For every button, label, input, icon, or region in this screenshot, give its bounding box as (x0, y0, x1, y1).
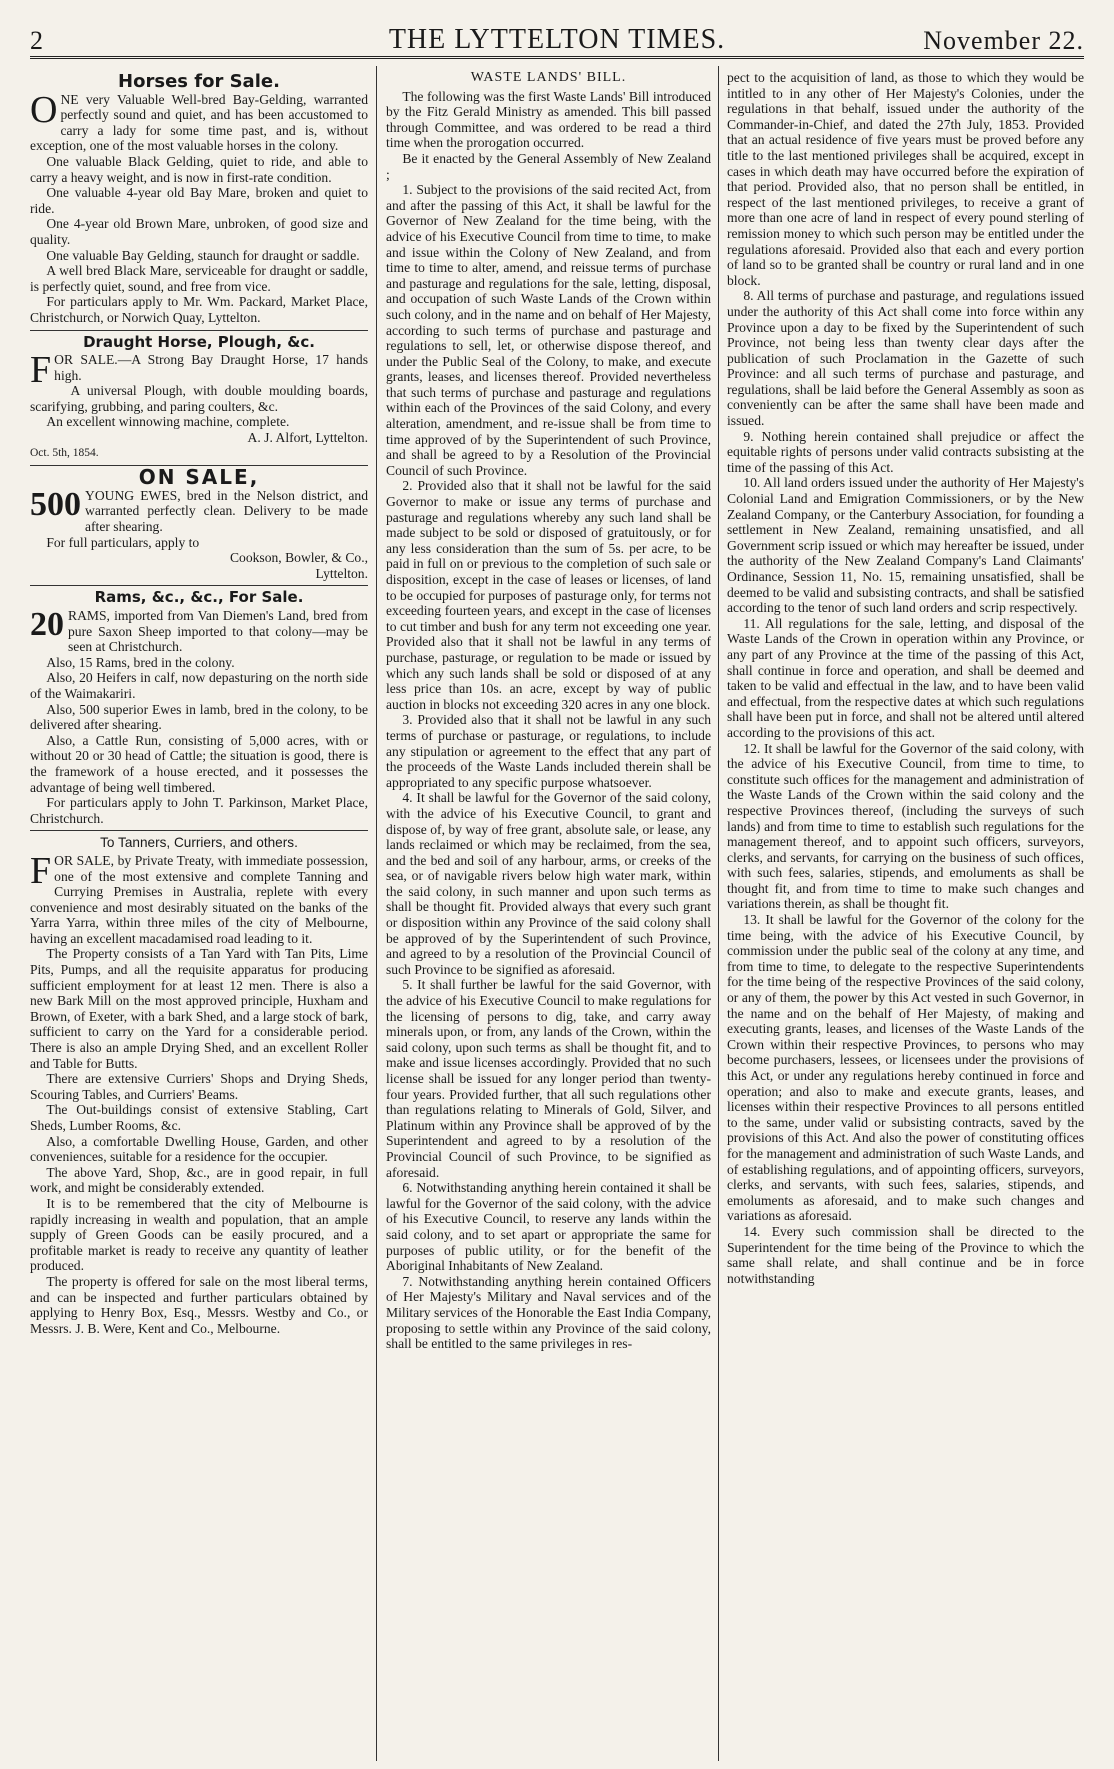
masthead (30, 22, 1084, 59)
drop-cap: O (30, 88, 58, 131)
ad-paragraph: Also, a comfortable Dwelling House, Garden, and other conveniences, suitable for a residence for the occupier. (30, 1133, 368, 1165)
bill-section: pect to the acquisition of land, as those to which they would be intitled to in any other of Her Majesty's Colonies, under the regulations in that behalf, issued under the authority of the Commander-in-Chief, and dated the 27th July, 1853. Provided that an actual residence of five years must be proved before any title to the last mentioned privileges shall be acquired, except in cases in which death may have occurred before the expiration of that period. Provided also, that no person shall be entitled, in respect of the last mentioned privileges, to receive a grant of more than one acre of land in respect of every pound sterling of remission money to which such person may be entitled under the regulations aforesaid. Provided also that each and every portion of land so to be granted shall be country or rural land and in one block. (727, 70, 1084, 288)
bill-section: 10. All land orders issued under the authority of Her Majesty's Colonial Land and Emigration Commissioners, or by the New Zealand Company, or the Canterbury Association, for founding a settlement in New Zealand, remaining unsatisfied, and all Government scrip issued or which may hereafter be issued, under the authority of the New Zealand Company's Land Claimants' Ordinance, Session 11, No. 15, remaining unsatisfied, shall be deemed to be valid and subsisting contracts, and shall be satisfied according to the tenor of such land orders and scrip respectively. (727, 475, 1084, 616)
article-column-continued (727, 70, 1084, 1760)
bill-section: 2. Provided also that it shall not be lawful for the said Governor to make or issue any terms of purchase and pasturage and regulations whereby any such land shall be made subject to be sold or disposed of gratuitously, or for any less consideration than the sum of 5s. per acre, to be paid in full on or previous to the completion of such sale or disposition, except in the case of leases or licenses, of land to be occupied for purposes of pasturage only, for terms not exceeding fourteen years, and except in the case of licenses to cut timber and bush for any term not exceeding one year. Provided also that it shall not be lawful in any terms of purchase, pasturage, or regulation to be made or issued by which any such lands shall be sold or disposed of at any less price than 10s. an acre, except by way of public auction in blocks not exceeding 320 acres in any one block. (386, 478, 711, 712)
bill-section: 11. All regulations for the sale, letting, and disposal of the Waste Lands of the Crown in operation within any Province, or any part of any Province at the time of the passing of this Act, shall continue in force and operation, and shall be deemed and taken to be valid and effectual in the law, and to have been valid and effectual, from the respective dates at which such regulations shall have been put in force, and shall not be altered until altered according to the provisions of this act. (727, 615, 1084, 740)
ad-big-number: 20 (30, 606, 64, 643)
column-rule (376, 66, 377, 1761)
page-number: 2 (30, 26, 43, 55)
ad-paragraph: An excellent winnowing machine, complete. (46, 414, 290, 430)
ad-paragraph: It is to be remembered that the city of Melbourne is rapidly increasing in wealth and population, that an ample supply of Green Goods can be easily procured, and a profitable market is ready to receive any quantity of leather produced. (30, 1195, 368, 1274)
ad-paragraph: FOR SALE.—A Strong Bay Draught Horse, 17 hands high. (30, 349, 368, 392)
article-column (386, 70, 711, 1760)
ad-paragraph: For particulars apply to Mr. Wm. Packard, Market Place, Christchurch, or Norwich Quay, Lyttelton. (30, 294, 368, 325)
article-heading: WASTE LANDS' BILL. (470, 70, 627, 85)
column-rule (718, 66, 719, 1761)
ad-date: Oct. 5th, 1854. (30, 446, 99, 459)
ad-paragraph: A well bred Black Mare, serviceable for draught or saddle, is perfectly quiet, sound, and free from vice. (30, 263, 368, 294)
ad-paragraph: Also, 15 Rams, bred in the colony. (46, 654, 235, 670)
ad-paragraph: ONE very Valuable Well-bred Bay-Gelding, warranted perfectly sound and quiet, and has been accustomed to carry a lady for some time past, and is, without exception, one of the most valuable horses in the colony. (30, 88, 368, 154)
newspaper-title: THE LYTTELTON TIMES. (388, 24, 726, 55)
drop-cap: F (30, 349, 52, 392)
ad-heading-horses: Horses for Sale. (118, 71, 280, 92)
ad-big-number: 500 (30, 485, 81, 523)
ad-heading-draught: Draught Horse, Plough, &c. (83, 332, 315, 351)
bill-section: 1. Subject to the provisions of the said recited Act, from and after the passing of this Act, it shall be lawful for the Governor of New Zealand for the time being, with the advice of his Executive Council from time to time, to make and issue within the Colony of New Zealand, and from time to time to alter, amend, and reissue terms of purchase and pasturage and regulations for the sale, letting, disposal, and occupation of such Waste Lands of the Crown within such colony, and in the name and on behalf of Her Majesty, according to such terms of purchase and pasturage and regulations to sell, let, or otherwise dispose thereof, and under the Public Seal of the Colony, to make, and execute grants, leases, and licenses thereof. Provided nevertheless that such terms of purchase and pasturage and regulations within each of the Provinces of the said Colony, and every alteration, amendment, and re-issue shall be from time to time approved of by the Superintendent of such Province, and shall be agreed to by a Resolution of the Provincial Council of such Province. (386, 182, 711, 478)
ad-paragraph: For full particulars, apply to (46, 534, 200, 550)
ad-paragraph: The Property consists of a Tan Yard with Tan Pits, Lime Pits, Pumps, and all the requisite apparatus for producing sufficient employment for at least 12 men. There is also a new Bark Mill on the most approved principle, Huxham and Brown, of Exeter, with a bark Shed, and a large stock of bark, sufficient to carry on the Yard for a considerable period. There is also an ample Drying Shed, and an excellent Roller and Table for Butts. (30, 946, 368, 1071)
ad-paragraph: One valuable Bay Gelding, staunch for draught or saddle. (46, 247, 360, 263)
ad-heading-onsale: ON SALE, (138, 465, 260, 490)
ad-heading-tanners: To Tanners, Curriers, and others. (100, 835, 298, 851)
ad-paragraph: One valuable Black Gelding, quiet to ride, and able to carry a heavy weight, and is now in first-rate condition. (30, 153, 368, 185)
bill-section: 12. It shall be lawful for the Governor of the said colony, with the advice of his Executive Council, from time to time, to constitute such offices for the management and administration of the Waste Lands of the Crown within the said colony and the respective Provinces thereof, (including the surveys of such lands) and from time to time to establish such regulations for the management thereof, and to appoint such officers, surveyors, clerks, and servants, for carrying on the business of such offices, with such fees, salaries, stipends, and emoluments as shall be thought fit, and from time to time to make such changes and variations therein, as shall be thought fit. (727, 740, 1084, 912)
article-paragraph: The following was the first Waste Lands' Bill introduced by the Fitz Gerald Ministry as amended. This bill passed through Committee, and was ordered to be read a third time when the prorogation occurred. (386, 88, 711, 151)
article-paragraph: Be it enacted by the General Assembly of New Zealand ; (386, 150, 711, 182)
bill-section: 14. Every such commission shall be directed to the Superintendent for the time being of the Province to which the same shall relate, and shall continue and be in force notwithstanding (727, 1223, 1084, 1286)
ad-paragraph: One 4-year old Brown Mare, unbroken, of good size and quality. (30, 216, 368, 247)
ad-divider (30, 330, 368, 331)
bill-section: 4. It shall be lawful for the Governor of the said colony, with the advice of his Executive Council, to grant and dispose of, by way of free grant, absolute sale, or lease, any lands reclaimed or which may be reclaimed, from the sea, and the bed and soil of any harbour, arms, or creeks of the sea, or of navigable rivers below high water mark, within the said colony, in such manner and upon such terms as shall be thought fit. Provided always that every such grant or disposition within any Province of the said colony shall be approved of by the Superintendent of such Province, and agreed to by a resolution of the Provincial Council of such Province to be signified as aforesaid. (386, 790, 711, 977)
ad-paragraph: A universal Plough, with double moulding boards, scarifying, grubbing, and paring coulters, &c. (30, 383, 368, 414)
ad-signature: A. J. Alfort, Lyttelton. (247, 430, 368, 446)
bill-section: 3. Provided also that it shall not be lawful in any such terms of purchase or pasturage, or regulations, to include any stipulation or agreement to the effect that any part of the proceeds of the Waste Lands included therein shall be appropriated to any specific purpose whatsoever. (386, 712, 711, 790)
ad-paragraph: The above Yard, Shop, &c., are in good repair, in full work, and might be considerably extended. (30, 1164, 368, 1196)
ad-paragraph: 20 RAMS, imported from Van Diemen's Land, bred from pure Saxon Sheep imported to that colony—may be seen at Christchurch. (30, 606, 368, 655)
bill-section: 7. Notwithstanding anything herein contained Officers of Her Majesty's Military and Naval services and of the Military services of the Honorable the East India Company, proposing to settle within any Province of the said colony, shall be entitled to the same privileges in res- (386, 1273, 711, 1352)
ad-signature: Lyttelton. (315, 565, 368, 581)
bill-section: 9. Nothing herein contained shall prejudice or affect the equitable rights of persons under valid contracts subsisting at the time of the passing of this Act. (727, 428, 1084, 475)
bill-section: 6. Notwithstanding anything herein contained it shall be lawful for the Governor of the said colony, with the advice of his Executive Council, to reserve any lands within the said colony, and to set apart or appropriate the same for purposes of public utility, or for the benefit of the Aboriginal Inhabitants of New Zealand. (386, 1180, 711, 1274)
ad-paragraph: One valuable 4-year old Bay Mare, broken and quiet to ride. (30, 185, 368, 216)
ad-paragraph: The Out-buildings consist of extensive Stabling, Cart Sheds, Lumber Rooms, &c. (30, 1102, 368, 1133)
ad-paragraph: FOR SALE, by Private Treaty, with immediate possession, one of the most extensive and complete Tanning and Currying Premises in Australia, replete with every convenience and most desirably situated on the banks of the Yarra Yarra, within three miles of the city of Melbourne, having an excellent macadamised road leading to it. (30, 849, 368, 946)
ad-paragraph: There are extensive Curriers' Shops and Drying Sheds, Scouring Tables, and Curriers' Beams. (30, 1071, 368, 1102)
bill-section: 5. It shall further be lawful for the said Governor, with the advice of his Executive Council to make regulations for the licensing of persons to dig, take, and carry away minerals upon, or from, any lands of the Crown, within the said colony, upon such terms as shall be thought fit, and to make and issue licenses accordingly. Provided that no such license shall be issued for any longer period than twenty-four years. Provided further, that all such regulations other than regulations relating to Minerals of Gold, Silver, and Platinum within any Province shall be approved of by the Superintendent and agreed to by a resolution of the Provincial Council of such Province, to be signified as aforesaid. (386, 977, 711, 1180)
issue-date: November 22. (923, 26, 1084, 55)
ad-divider (30, 585, 368, 586)
ad-paragraph: Also, 20 Heifers in calf, now depasturing on the north side of the Waimakariri. (30, 670, 368, 701)
ad-divider (30, 830, 368, 831)
advertisements-column (30, 70, 368, 1760)
ad-paragraph: The property is offered for sale on the most liberal terms, and can be inspected and further particulars obtained by applying to Henry Box, Esq., Messrs. Westby and Co., or Messrs. J. B. Were, Kent and Co., Melbourne. (30, 1273, 368, 1336)
bill-section: 13. It shall be lawful for the Governor of the colony for the time being, with the advice of his Executive Council, by commission under the public seal of the colony at any time, and from time to time, to delegate to the respective Superintendents for the time being of the respective Provinces of the said colony, or any of them, the power by this Act vested in such Governor, in the name and on the behalf of Her Majesty, of making and executing grants, leases, and licenses of the Waste Lands of the Crown within their respective Provinces, to persons who may become purchasers, lessees, or licensees under the provisions of this Act, or under any regulations hereby continued in force and operation; and also to make and execute grants, leases, and licenses within their respective Provinces to all persons entitled to the same, under valid or subsisting contracts, saved by the provisions of this Act. And also the power of constituting offices for the management and administration of such Waste Lands, and of establishing regulations, and of appointing officers, surveyors, clerks, and servants, with such fees, salaries, stipends, and emoluments as aforesaid, and to make such changes and variations as aforesaid. (727, 912, 1084, 1224)
bill-section: 8. All terms of purchase and pasturage, and regulations issued under the authority of this Act shall come into force within any Province upon a day to be fixed by the Superintendent of such Province, not being less than twenty clear days after the publication of such Proclamation in the Gazette of such Province: and all such terms of purchase and pasturage, and regulations, shall be laid before the General Assembly as soon as conveniently can be after the same shall have been made and issued. (727, 288, 1084, 429)
ad-paragraph: 500 YOUNG EWES, bred in the Nelson district, and warranted perfectly clean. Delivery to be made after shearing. (30, 485, 368, 535)
drop-cap: F (30, 849, 52, 892)
ad-paragraph: For particulars apply to John T. Parkinson, Market Place, Christchurch. (30, 795, 368, 826)
ad-paragraph: Also, a Cattle Run, consisting of 5,000 acres, with or without 20 or 30 head of Cattle; the situation is good, there is the framework of a house erected, and it possesses the advantage of being well timbered. (30, 732, 368, 795)
ad-signature: Cookson, Bowler, & Co., (229, 550, 368, 566)
ad-heading-rams: Rams, &c., &c., For Sale. (94, 588, 304, 607)
ad-paragraph: Also, 500 superior Ewes in lamb, bred in the colony, to be delivered after shearing. (30, 701, 368, 733)
